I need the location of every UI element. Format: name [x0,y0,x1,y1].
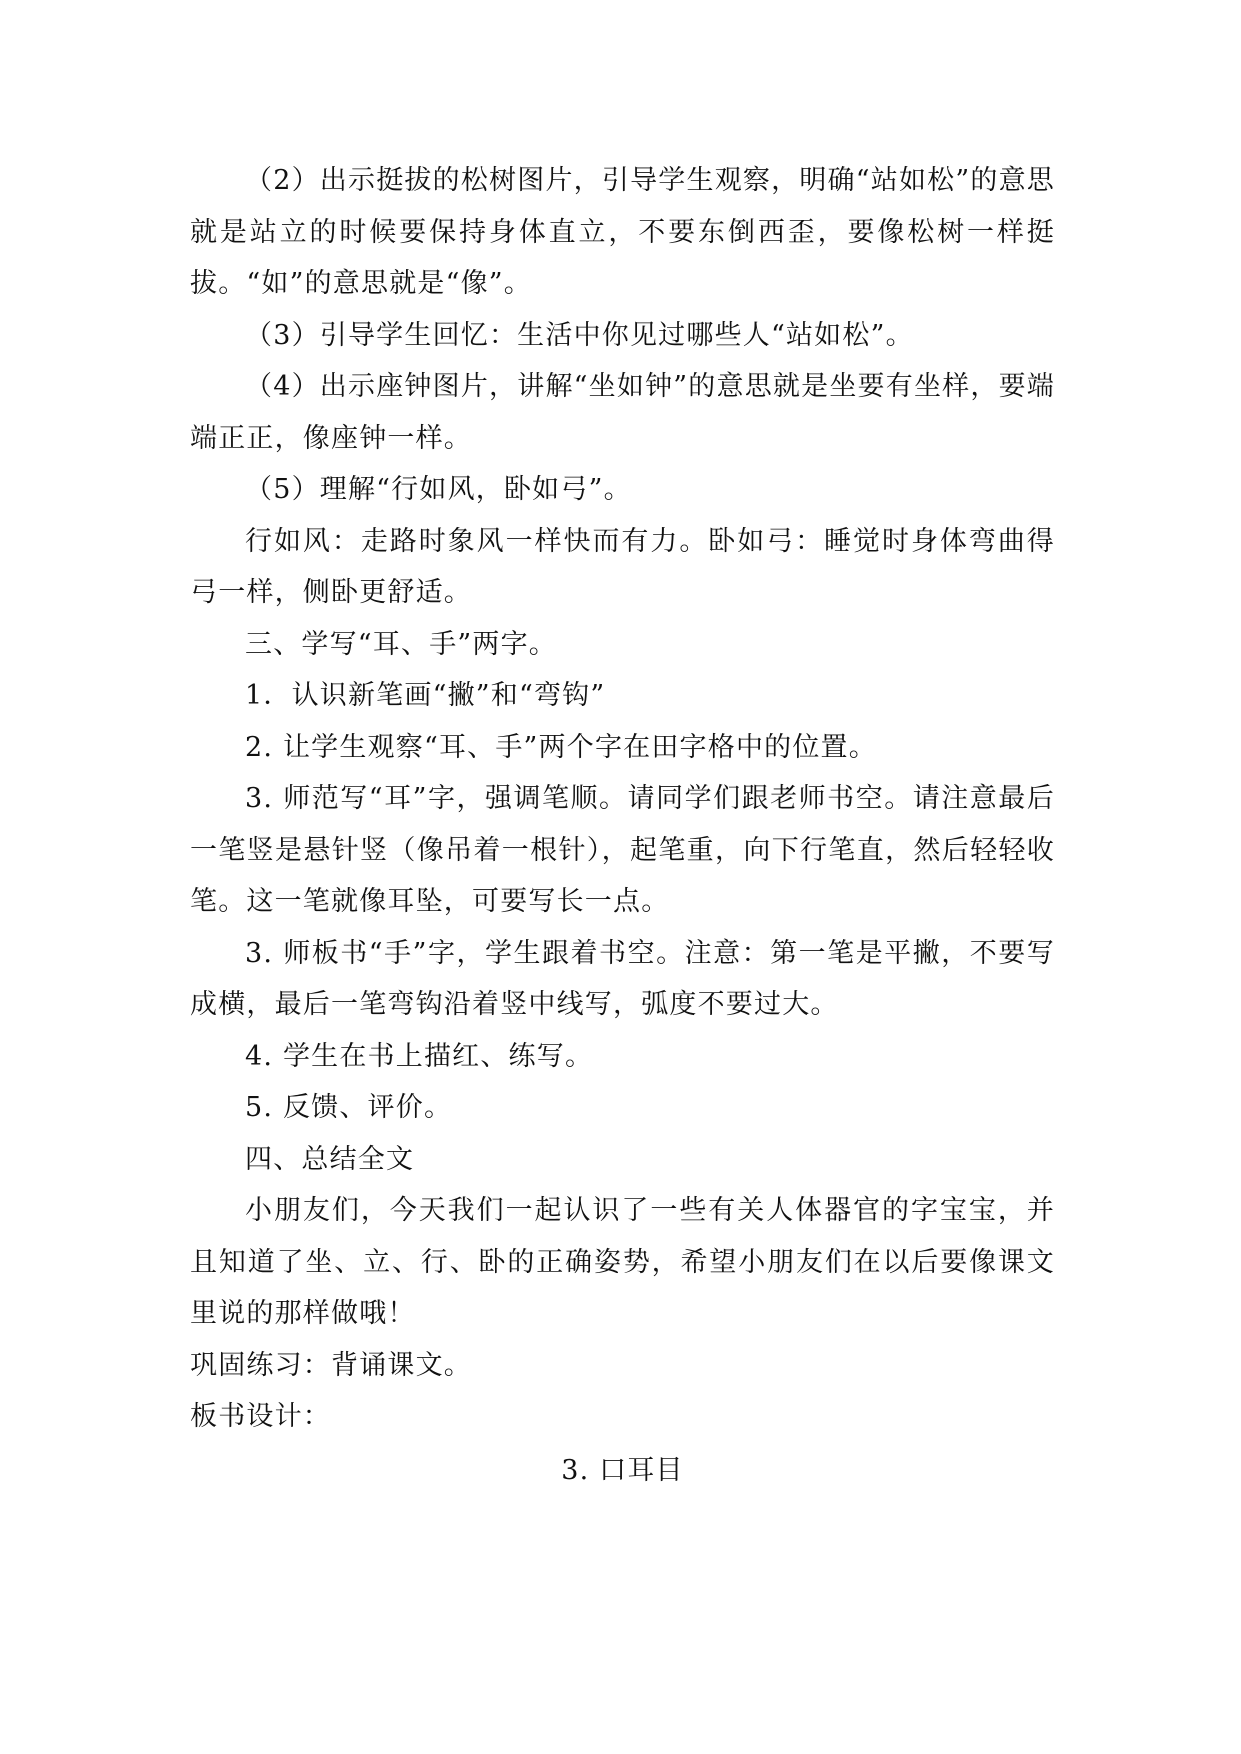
list-item-4: 4. 学生在书上描红、练写。 [245,1040,594,1072]
paragraph-board-design-label: 板书设计： [190,1401,331,1432]
list-item-3a: 3. 师范写“耳”字，强调笔顺。请同学们跟老师书空。请注意最后一笔竖是悬针竖（像吊着一根针），起笔重，向下行笔直，然后轻轻收笔。这一笔就像耳坠，可要写长一点。 [190,783,1055,917]
paragraph-recall: （3）引导学生回忆：生活中你见过哪些人“站如松”。 [245,319,914,351]
list-item-1: 1．认识新笔画“撇”和“弯钩” [245,680,606,711]
section-heading-writing: 三、学写“耳、手”两字。 [245,628,558,660]
section-heading-summary: 四、总结全文 [245,1143,415,1175]
list-item-3b: 3. 师板书“手”字，学生跟着书空。注意：第一笔是平撇，不要写成横，最后一笔弯钩沿着竖中线写，弧度不要过大。 [190,937,1055,1020]
paragraph-understand: （5）理解“行如风，卧如弓”。 [245,474,632,505]
paragraph-practice: 巩固练习：背诵课文。 [190,1349,472,1381]
paragraph-observe-pine: （2）出示挺拔的松树图片，引导学生观察，明确“站如松”的意思就是站立的时候要保持身体直立，不要东倒西歪，要像松树一样挺拔。“如”的意思就是“像”。 [190,165,1055,299]
paragraph-clock: （4）出示座钟图片，讲解“坐如钟”的意思就是坐要有坐样，要端端正正，像座钟一样。 [190,371,1055,454]
list-item-5: 5. 反馈、评价。 [245,1092,453,1123]
paragraph-explanation: 行如风：走路时象风一样快而有力。卧如弓：睡觉时身体弯曲得弓一样，侧卧更舒适。 [190,525,1055,608]
list-item-2: 2. 让学生观察“耳、手”两个字在田字格中的位置。 [245,731,877,763]
board-design-title: 3. 口耳目 [561,1454,684,1486]
document-body [190,155,1055,1496]
paragraph-summary: 小朋友们，今天我们一起认识了一些有关人体器官的字宝宝，并且知道了坐、立、行、卧的正确姿势，希望小朋友们在以后要像课文里说的那样做哦！ [190,1195,1055,1329]
